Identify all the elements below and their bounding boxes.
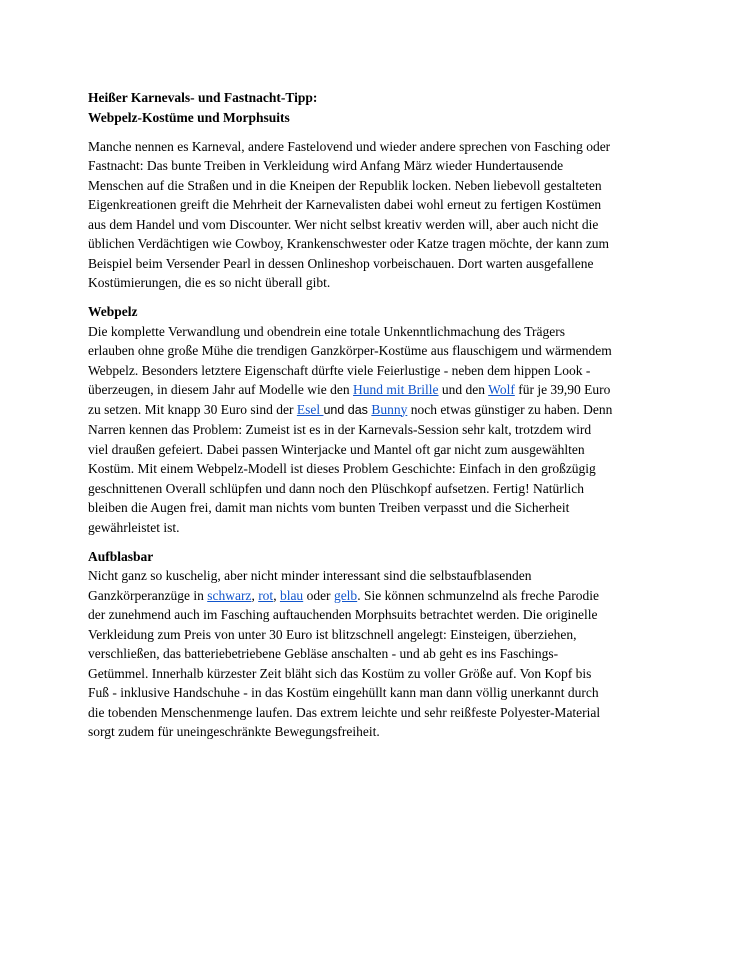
link-wolf[interactable]: Wolf bbox=[488, 382, 515, 397]
paragraph-line: Fuß - inklusive Handschuhe - in das Kostüm eingehüllt kann man dann völlig unerkannt durch bbox=[88, 685, 599, 700]
paragraph-line: viel draußen gefeiert. Dabei passen Winterjacke und Mantel oft gar nicht zum ausgewählten bbox=[88, 441, 585, 457]
document-page bbox=[88, 88, 668, 742]
text-run: . Sie können schmunzelnd als freche Parodie bbox=[357, 587, 599, 603]
paragraph-line: Kostüm. Mit einem Webpelz-Modell ist dieses Problem Geschichte: Einfach in den großzügig bbox=[88, 461, 596, 476]
intro-paragraph bbox=[88, 137, 668, 293]
title-line-2: Webpelz-Kostüme und Morphsuits bbox=[88, 109, 290, 125]
paragraph-line: der zunehmend auch im Fasching auftauchenden Morphsuits betrachtet werden. Die originelle bbox=[88, 607, 598, 622]
aufblasbar-paragraph bbox=[88, 566, 668, 742]
paragraph-line: gewährleistet ist. bbox=[88, 519, 180, 535]
paragraph-line: Webpelz. Besonders letztere Eigenschaft dürfte viele Feierlustige - neben dem hippen Look - bbox=[88, 362, 591, 378]
text-run: zu setzen. Mit knapp 30 Euro sind der bbox=[88, 401, 297, 417]
title-line-1: Heißer Karnevals- und Fastnacht-Tipp: bbox=[88, 90, 318, 105]
text-run: noch etwas günstiger zu haben. Denn bbox=[407, 401, 613, 417]
section-heading-webpelz: Webpelz bbox=[88, 304, 138, 319]
intro-line: Beispiel beim Versender Pearl in dessen Onlineshop vorbeischauen. Dort warten ausgefallene bbox=[88, 255, 594, 271]
paragraph-line: Die komplette Verwandlung und obendrein eine totale Unkenntlichmachung des Trägers bbox=[88, 323, 566, 339]
link-schwarz[interactable]: schwarz bbox=[207, 587, 252, 603]
paragraph-line: geschnittenen Overall schlüpfen und dann noch den Plüschkopf aufsetzen. Fertig! Natürlich bbox=[88, 480, 584, 496]
text-run: oder bbox=[303, 587, 334, 603]
intro-line: aus dem Handel und vom Discounter. Wer nicht selbst kreativ werden will, aber auch nicht die bbox=[88, 216, 599, 232]
link-rot[interactable]: rot bbox=[258, 587, 274, 603]
paragraph-line: erlauben ohne große Mühe die trendigen Ganzkörper-Kostüme aus flauschigem und wärmendem bbox=[88, 343, 612, 358]
paragraph-line: die tobenden Menschenmenge laufen. Das extrem leichte und sehr reißfeste Polyester-Material bbox=[88, 704, 601, 720]
document-title bbox=[88, 88, 668, 127]
paragraph-line: Nicht ganz so kuschelig, aber nicht minder interessant sind die selbstaufblasenden bbox=[88, 568, 532, 583]
paragraph-line: verschließen, das batteriebetriebene Gebläse anschalten - und ab geht es ins Faschings- bbox=[88, 646, 559, 661]
text-run: für je 39,90 Euro bbox=[514, 382, 611, 397]
paragraph-line: Verkleidung zum Preis von unter 30 Euro ist blitzschnell angelegt: Einsteigen, überziehen, bbox=[88, 626, 577, 642]
text-run: , bbox=[251, 587, 259, 603]
paragraph-line: Getümmel. Innerhalb kürzester Zeit bläht sich das Kostüm zu voller Größe auf. Von Kopf bis bbox=[88, 665, 592, 681]
link-esel[interactable]: Esel bbox=[296, 401, 324, 417]
paragraph-line bbox=[88, 400, 668, 421]
text-run: , bbox=[273, 587, 280, 603]
text-run: überzeugen, in diesem Jahr auf Modelle wie den bbox=[88, 382, 354, 397]
link-blau[interactable]: blau bbox=[279, 587, 304, 603]
text-run: und den bbox=[438, 382, 489, 397]
intro-line: Fastnacht: Das bunte Treiben in Verkleidung wird Anfang März wieder Hundertausende bbox=[88, 158, 564, 173]
intro-line: Manche nennen es Karneval, andere Fastelovend und wieder andere sprechen von Fasching oder bbox=[88, 138, 611, 154]
link-bunny[interactable]: Bunny bbox=[371, 401, 408, 417]
text-run: Ganzkörperanzüge in bbox=[88, 587, 208, 603]
paragraph-line: bleiben die Augen frei, damit man nichts vom bunten Treiben verpasst und die Sicherheit bbox=[88, 500, 570, 515]
paragraph-line: sorgt zudem für uneingeschränkte Bewegungsfreiheit. bbox=[88, 724, 380, 739]
intro-line: Kostümierungen, die es so nicht überall gibt. bbox=[88, 275, 331, 290]
section-heading-aufblasbar: Aufblasbar bbox=[88, 548, 154, 564]
intro-line: üblichen Verdächtigen wie Cowboy, Krankenschwester oder Katze tragen möchte, der kann zum bbox=[88, 236, 610, 251]
intro-line: Menschen auf die Straßen und in die Kneipen der Republik locken. Neben liebevoll gestalteten bbox=[88, 177, 602, 193]
webpelz-paragraph bbox=[88, 322, 668, 538]
paragraph-line: Narren kennen das Problem: Zumeist ist es in der Karnevals-Session sehr kalt, trotzdem wird bbox=[88, 422, 592, 437]
paragraph-line bbox=[88, 586, 668, 606]
link-gelb[interactable]: gelb bbox=[333, 587, 358, 603]
text-run: und das bbox=[323, 402, 368, 417]
link-hund-mit-brille[interactable]: Hund mit Brille bbox=[353, 382, 439, 397]
intro-line: Eigenkreationen greift die Mehrheit der Karnevalisten dabei wohl erneut zu fertigen Kostümen bbox=[88, 197, 602, 212]
paragraph-line bbox=[88, 380, 668, 400]
